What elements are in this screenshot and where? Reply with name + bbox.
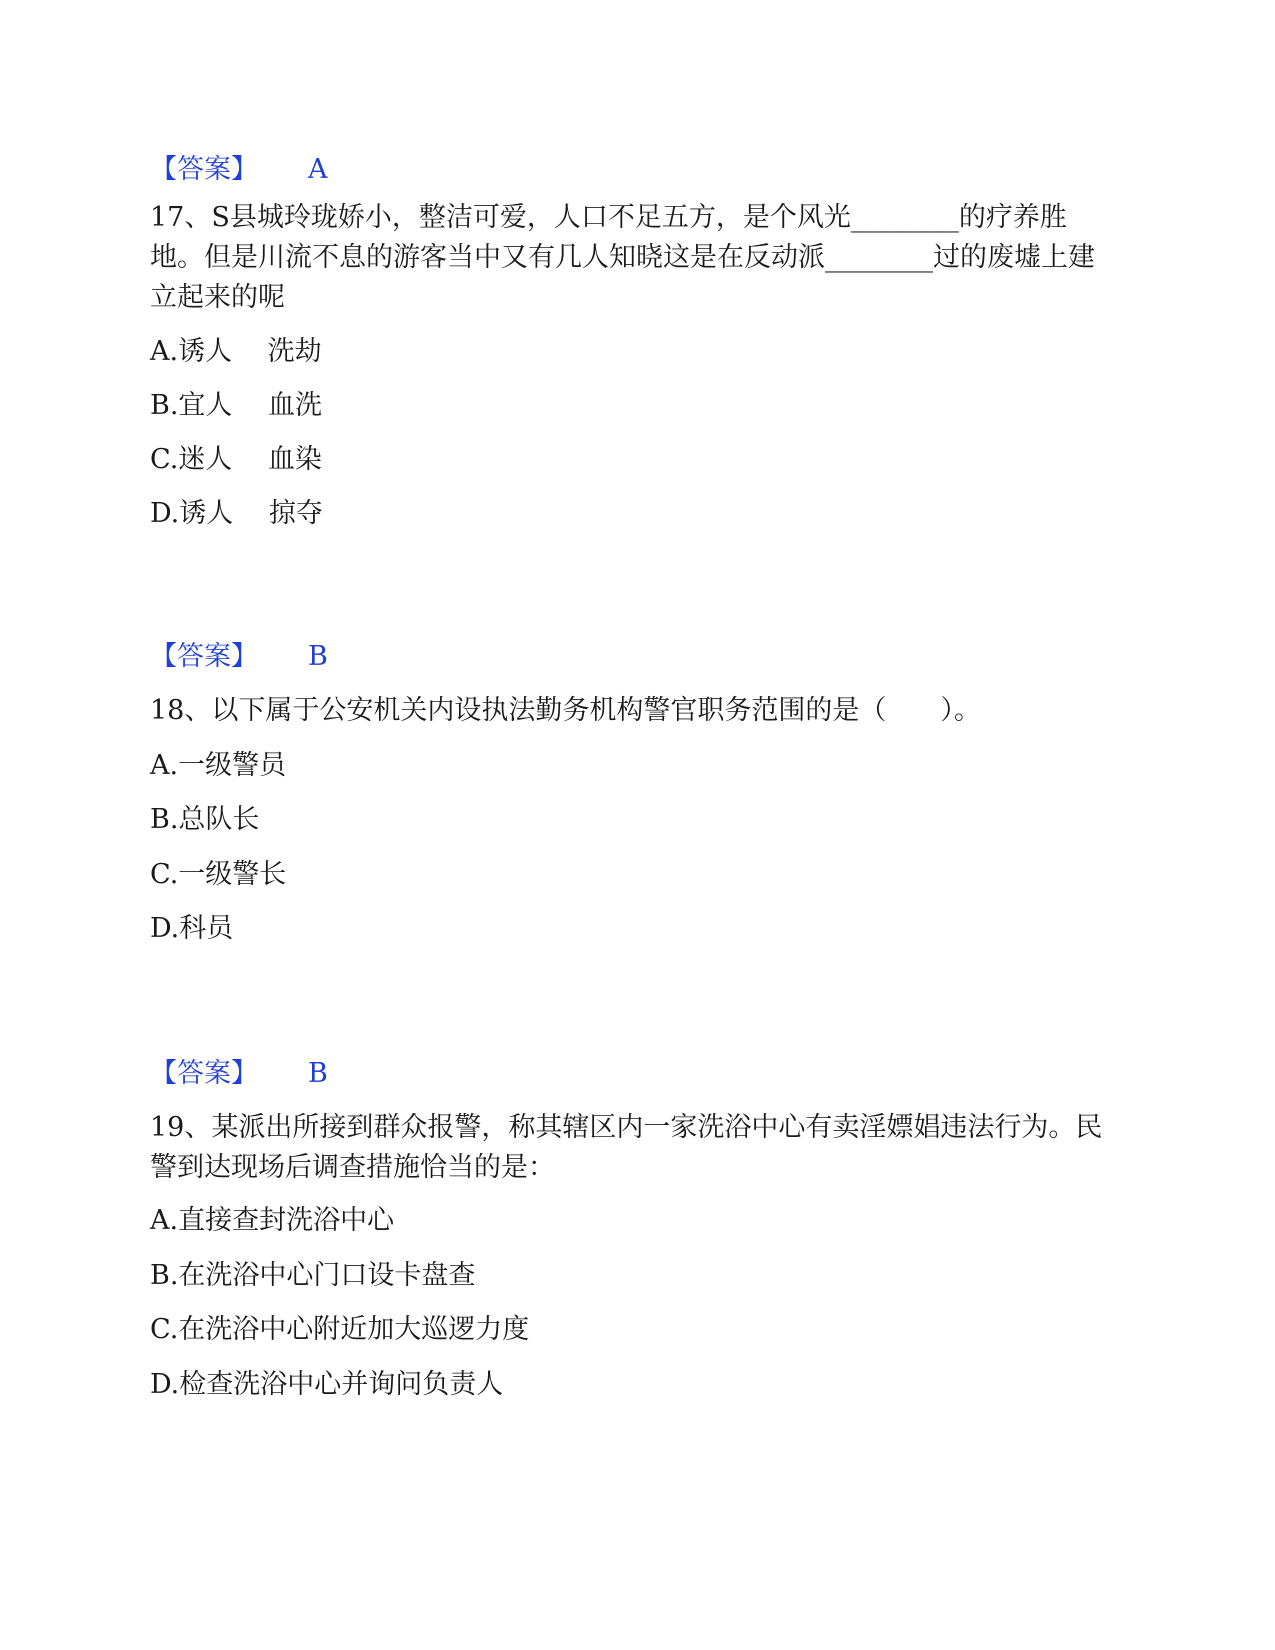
question-18-option-b: B.总队长 xyxy=(150,804,260,835)
question-17-option-d: D.诱人 掠夺 xyxy=(150,498,323,529)
question-17-option-b: B.宜人 血洗 xyxy=(150,390,323,421)
answer-line-18 xyxy=(150,1054,328,1094)
question-18-option-d: D.科员 xyxy=(150,913,234,944)
answer-value: A xyxy=(308,154,328,185)
answer-label: 【答案】 xyxy=(150,641,258,672)
answer-line-17 xyxy=(150,637,328,677)
answer-line-16 xyxy=(150,150,328,190)
question-18-option-c: C.一级警长 xyxy=(150,859,287,890)
question-17-option-a: A.诱人 洗劫 xyxy=(150,336,322,367)
answer-value: B xyxy=(308,1058,328,1089)
question-18-option-a: A.一级警员 xyxy=(150,750,287,781)
question-19-option-a: A.直接查封洗浴中心 xyxy=(150,1205,395,1236)
question-19-option-d: D.检查洗浴中心并询问负责人 xyxy=(150,1369,504,1400)
answer-value: B xyxy=(308,641,328,672)
question-19-option-c: C.在洗浴中心附近加大巡逻力度 xyxy=(150,1314,530,1345)
answer-label: 【答案】 xyxy=(150,1058,258,1089)
question-19-option-b: B.在洗浴中心门口设卡盘查 xyxy=(150,1260,476,1291)
question-18-text: 18、以下属于公安机关内设执法勤务机构警官职务范围的是（ ）。 xyxy=(150,695,981,726)
question-19-text: 19、某派出所接到群众报警，称其辖区内一家洗浴中心有卖淫嫖娼违法行为。民警到达现场后调查措施恰当的是： xyxy=(150,1112,1103,1183)
question-17-text: 17、S县城玲珑娇小，整洁可爱，人口不足五方，是个风光________的疗养胜地。但是川流不息的游客当中又有几人知晓这是在反动派________过的废墟上建立起来的呢 xyxy=(150,202,1095,313)
answer-label: 【答案】 xyxy=(150,154,258,185)
question-17-option-c: C.迷人 血染 xyxy=(150,444,322,475)
